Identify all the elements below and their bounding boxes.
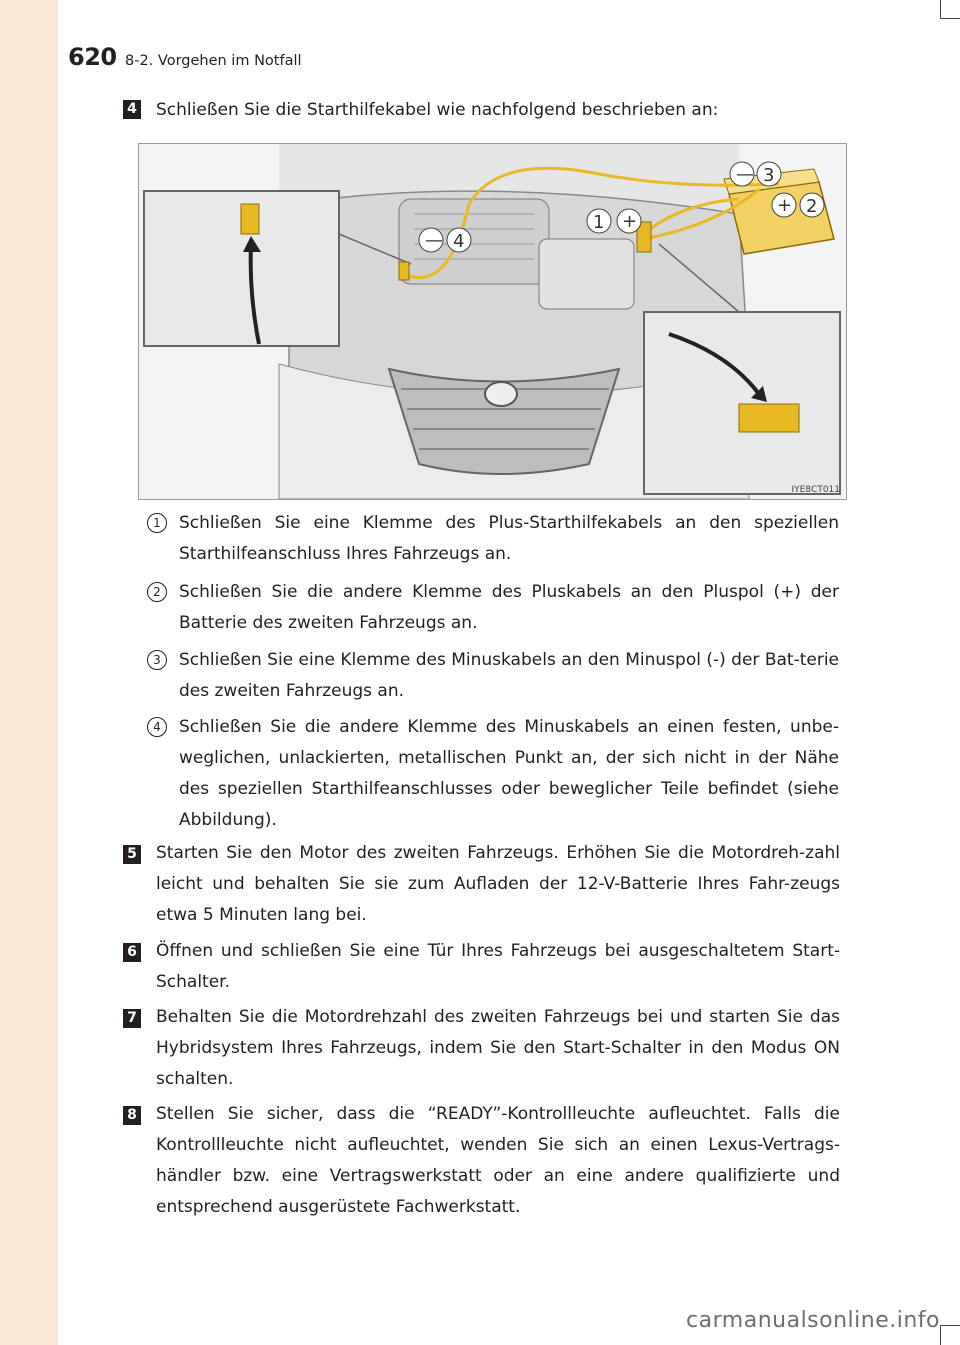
page-number: 620 bbox=[68, 43, 117, 71]
step-text-4: Schließen Sie die Starthilfekabel wie nachfolgend beschrieben an: bbox=[156, 100, 719, 120]
step-number-5: 5 bbox=[123, 845, 141, 864]
engine-bay-illustration bbox=[138, 143, 847, 500]
section-title: 8-2. Vorgehen im Notfall bbox=[125, 53, 302, 69]
label-3: 3 bbox=[763, 165, 775, 186]
substep-number-4: 4 bbox=[147, 717, 167, 737]
label-minus-4: — bbox=[425, 230, 443, 251]
step-text-8: Stellen Sie sicher, dass die “READY”-Kontrollleuchte aufleuchtet. Falls die Kontrollleuchte nicht aufleuchtet, wenden Sie sich an einen Lexus-Vertrags-händler bzw. eine Vertragswerkstatt oder an eine andere qualifizierte und entsprechend ausgerüstete Fachwerkstatt. bbox=[156, 1104, 840, 1217]
page-sidebar-band bbox=[0, 0, 58, 1345]
label-1: 1 bbox=[593, 212, 605, 233]
substep-number-3: 3 bbox=[147, 650, 167, 670]
label-2: 2 bbox=[806, 196, 818, 217]
substep-text-1: Schließen Sie eine Klemme des Plus-Starthilfekabels an den speziellen Starthilfeanschluss Ihres Fahrzeugs an. bbox=[179, 513, 839, 564]
step-number-6: 6 bbox=[123, 943, 141, 962]
substep-text-2: Schließen Sie die andere Klemme des Pluskabels an den Pluspol (+) der Batterie des zweiten Fahrzeugs an. bbox=[179, 582, 839, 633]
step-number-8: 8 bbox=[123, 1106, 141, 1125]
label-plus-2: + bbox=[777, 195, 793, 216]
crop-mark bbox=[940, 1325, 941, 1345]
label-4: 4 bbox=[453, 231, 465, 252]
substep-number-2: 2 bbox=[147, 582, 167, 602]
watermark: carmanualsonline.info bbox=[686, 1308, 940, 1333]
step-text-7: Behalten Sie die Motordrehzahl des zweiten Fahrzeugs bei und starten Sie das Hybridsystem Ihres Fahrzeugs, indem Sie den Start-Schalter in den Modus ON schalten. bbox=[156, 1007, 840, 1089]
label-minus-3: — bbox=[736, 164, 754, 185]
crop-mark bbox=[940, 0, 941, 18]
step-number-4: 4 bbox=[123, 100, 141, 119]
crop-mark bbox=[940, 1325, 960, 1326]
substep-text-3: Schließen Sie eine Klemme des Minuskabels an den Minuspol (-) der Bat-terie des zweiten Fahrzeugs an. bbox=[179, 650, 839, 701]
crop-mark bbox=[940, 18, 960, 19]
step-text-6: Öffnen und schließen Sie eine Tür Ihres Fahrzeugs bei ausgeschaltetem Start-Schalter. bbox=[156, 941, 840, 992]
step-text-5: Starten Sie den Motor des zweiten Fahrzeugs. Erhöhen Sie die Motordreh-zahl leicht und behalten Sie sie zum Aufladen der 12-V-Batterie Ihres Fahr-zeugs etwa 5 Minuten lang bei. bbox=[156, 843, 840, 925]
step-number-7: 7 bbox=[123, 1009, 141, 1028]
substep-number-1: 1 bbox=[147, 513, 167, 533]
label-plus-1: + bbox=[622, 211, 638, 232]
figure-code: IYE8CT011 bbox=[791, 485, 840, 495]
substep-text-4: Schließen Sie die andere Klemme des Minuskabels an einen festen, unbe-weglichen, unlackierten, metallischen Punkt an, der sich nicht in der Nähe des speziellen Starthilfeanschlusses oder beweglicher Teile befindet (siehe Abbildung). bbox=[179, 717, 839, 830]
jumper-cable-diagram bbox=[139, 144, 846, 499]
